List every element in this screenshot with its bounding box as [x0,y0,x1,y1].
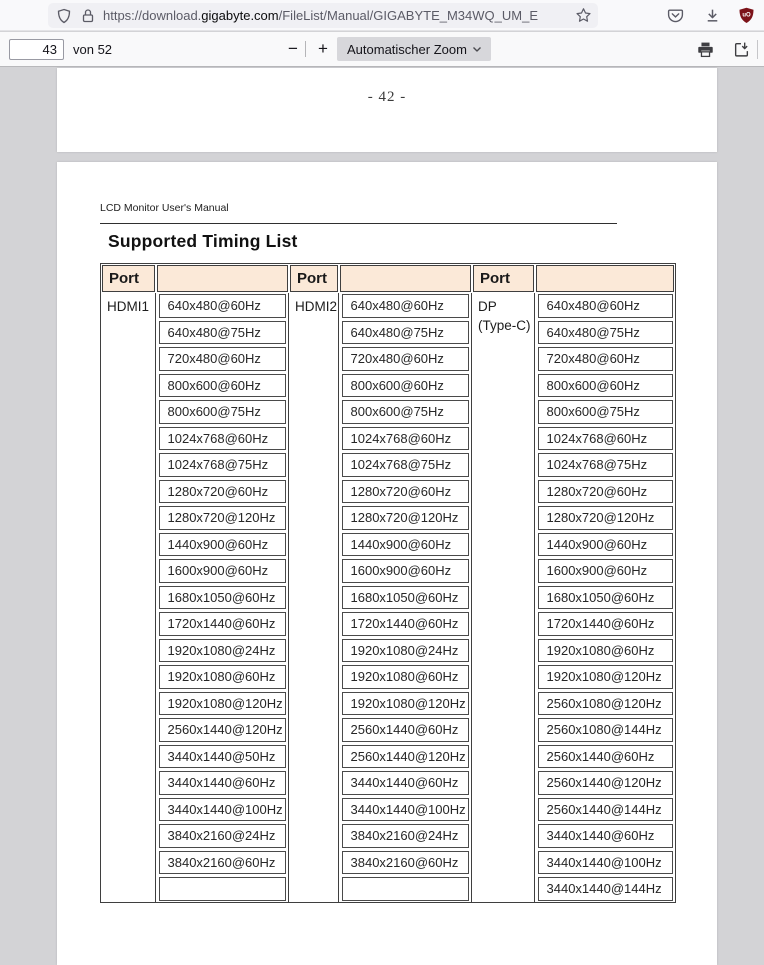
timing-cell: 1680x1050@60Hz [159,586,286,610]
manual-header-rule [100,223,617,224]
timing-cell: 1720x1440@60Hz [342,612,469,636]
timing-cell: 2560x1440@120Hz [342,745,469,769]
zoom-out-button[interactable]: − [281,35,305,63]
page-number-footer: - 42 - [367,89,407,105]
timing-cell: 1600x900@60Hz [538,559,673,583]
timing-cell: 1600x900@60Hz [159,559,286,583]
timing-cell: 3840x2160@60Hz [342,851,469,875]
ublock-label: uO [742,12,751,19]
timing-cell: 3440x1440@60Hz [538,824,673,848]
timing-cell: 1024x768@75Hz [342,453,469,477]
timing-table-body [101,293,675,902]
port-header-cell: Port [473,265,534,292]
timing-cell: 640x480@75Hz [159,321,286,345]
timing-cell: 3440x1440@60Hz [159,771,286,795]
url-text[interactable] [103,3,575,28]
timing-cell: 1280x720@120Hz [159,506,286,530]
zoom-in-button[interactable]: + [311,35,335,63]
port-cell [101,293,156,902]
timing-cell: 1024x768@75Hz [538,453,673,477]
bookmark-star-icon[interactable] [575,7,592,24]
timing-cell: 3840x2160@24Hz [159,824,286,848]
timing-cell: 1280x720@60Hz [538,480,673,504]
timing-cell: 720x480@60Hz [342,347,469,371]
timing-cell: 640x480@75Hz [342,321,469,345]
toolbar-right-divider [757,40,758,59]
pdf-page-42 [57,68,717,152]
url-scheme: https://download. [103,8,202,23]
timing-list [535,293,675,902]
page-title: Supported Timing List [108,231,298,251]
timing-cell: 1920x1080@60Hz [538,639,673,663]
timing-cell: 640x480@75Hz [538,321,673,345]
timing-cell: 3440x1440@144Hz [538,877,673,901]
timing-cell: 1920x1080@24Hz [159,639,286,663]
manual-header: LCD Monitor User's Manual [100,202,229,214]
port-label: (Type-C) [478,318,531,333]
timing-cell: 1920x1080@120Hz [342,692,469,716]
page-count-label: von 52 [73,42,113,57]
timing-cell: 720x480@60Hz [538,347,673,371]
url-bar[interactable] [48,3,598,28]
url-domain: gigabyte.com [201,8,279,23]
zoom-level-label: Automatischer Zoom [347,41,467,57]
timing-cell: 3840x2160@24Hz [342,824,469,848]
timing-cell: 2560x1080@144Hz [538,718,673,742]
save-icon[interactable] [733,41,750,58]
timing-cell: 1680x1050@60Hz [538,586,673,610]
timing-cell: 2560x1440@60Hz [342,718,469,742]
timing-cell: 800x600@60Hz [159,374,286,398]
timing-cell [342,877,469,901]
port-header-cell: Port [102,265,155,292]
timing-cell: 1920x1080@24Hz [342,639,469,663]
timing-cell: 800x600@75Hz [159,400,286,424]
timing-cell: 3840x2160@60Hz [159,851,286,875]
timing-table-header [101,264,675,293]
timing-cell: 1024x768@60Hz [342,427,469,451]
empty-header-cell [340,265,471,292]
timing-cell: 3440x1440@100Hz [159,798,286,822]
pdf-toolbar [0,32,764,67]
timing-cell: 1024x768@60Hz [159,427,286,451]
timing-cell: 1920x1080@120Hz [538,665,673,689]
timing-cell: 1720x1440@60Hz [159,612,286,636]
timing-cell: 800x600@75Hz [538,400,673,424]
timing-cell: 1280x720@120Hz [342,506,469,530]
lock-icon[interactable] [81,8,95,24]
timing-cell: 720x480@60Hz [159,347,286,371]
timing-cell [159,877,286,901]
print-icon[interactable] [697,41,714,58]
pdf-viewer[interactable] [0,68,764,965]
port-cell [472,293,535,902]
timing-cell: 640x480@60Hz [342,294,469,318]
timing-cell: 2560x1440@144Hz [538,798,673,822]
zoom-buttons-divider [305,41,306,57]
chevron-down-icon [471,43,483,55]
timing-cell: 1920x1080@120Hz [159,692,286,716]
port-cell [289,293,339,902]
timing-cell: 3440x1440@60Hz [342,771,469,795]
timing-cell: 800x600@60Hz [342,374,469,398]
timing-cell: 1440x900@60Hz [342,533,469,557]
timing-cell: 2560x1080@120Hz [538,692,673,716]
timing-cell: 1600x900@60Hz [342,559,469,583]
timing-cell: 1440x900@60Hz [159,533,286,557]
port-label: HDMI1 [107,299,150,314]
empty-header-cell [536,265,674,292]
url-fade [549,3,575,28]
timing-cell: 2560x1440@120Hz [538,771,673,795]
url-path: /FileList/Manual/GIGABYTE_M34WQ_UM_E [278,8,538,23]
timing-cell: 800x600@60Hz [538,374,673,398]
timing-cell: 3440x1440@100Hz [342,798,469,822]
zoom-level-select[interactable] [337,37,491,61]
browser-navigation-toolbar [0,0,764,31]
timing-cell: 3440x1440@100Hz [538,851,673,875]
pdf-page-43 [57,162,717,965]
timing-cell: 1280x720@60Hz [159,480,286,504]
timing-cell: 1280x720@120Hz [538,506,673,530]
timing-cell: 1920x1080@60Hz [342,665,469,689]
port-label: DP [478,299,497,314]
ublock-origin-icon[interactable] [738,7,755,24]
timing-cell: 2560x1440@60Hz [538,745,673,769]
timing-list [339,293,472,902]
timing-cell: 3440x1440@50Hz [159,745,286,769]
timing-list [156,293,289,902]
empty-header-cell [157,265,288,292]
timing-cell: 1024x768@75Hz [159,453,286,477]
port-label: HDMI2 [295,299,338,314]
timing-cell: 1680x1050@60Hz [342,586,469,610]
timing-cell: 800x600@75Hz [342,400,469,424]
timing-cell: 2560x1440@120Hz [159,718,286,742]
timing-table [100,263,676,903]
timing-cell: 1024x768@60Hz [538,427,673,451]
timing-cell: 1440x900@60Hz [538,533,673,557]
pocket-icon[interactable] [667,7,684,24]
timing-cell: 1720x1440@60Hz [538,612,673,636]
timing-cell: 1280x720@60Hz [342,480,469,504]
timing-cell: 640x480@60Hz [159,294,286,318]
timing-cell: 1920x1080@60Hz [159,665,286,689]
timing-cell: 640x480@60Hz [538,294,673,318]
port-header-cell: Port [290,265,338,292]
page-number-input[interactable] [9,39,64,60]
downloads-icon[interactable] [704,7,721,24]
shield-icon[interactable] [56,8,72,24]
